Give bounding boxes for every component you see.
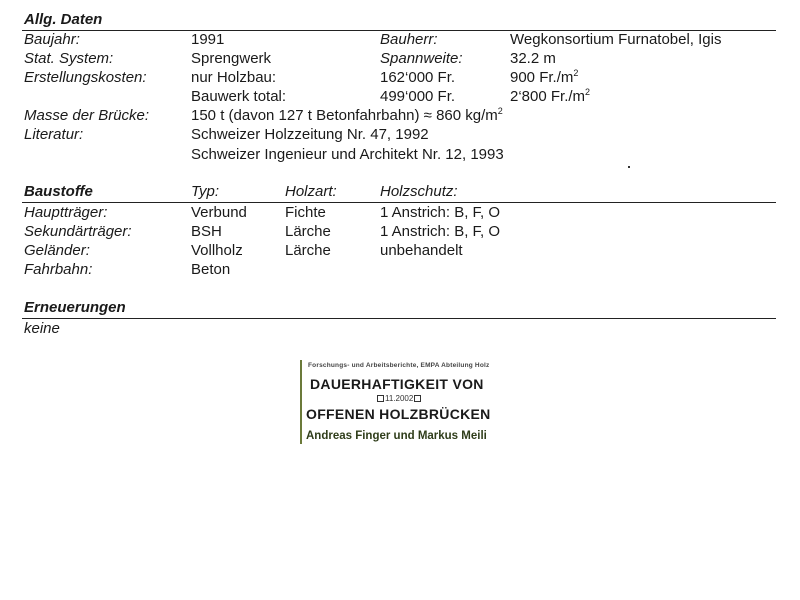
spannweite-label: Spannweite: (380, 50, 463, 67)
materials-row-typ: Verbund (191, 204, 247, 221)
kosten-total-total: 499‘000 Fr. (380, 88, 456, 105)
kosten-label: Erstellungskosten: (24, 69, 147, 86)
section-heading-general: Allg. Daten (24, 11, 103, 28)
kosten-holz-total: 162‘000 Fr. (380, 69, 456, 86)
baujahr-label: Baujahr: (24, 31, 80, 48)
system-value: Sprengwerk (191, 50, 272, 67)
renewals-value: keine (24, 320, 60, 337)
banner-title-line2: OFFENEN HOLZBRÜCKEN (306, 406, 491, 422)
literatur-label: Literatur: (24, 126, 84, 143)
stray-dot (628, 166, 630, 168)
materials-row-holzart: Fichte (285, 204, 326, 221)
materials-col-holzart: Holzart: (285, 183, 337, 200)
literatur-item-1: Schweizer Holzzeitung Nr. 47, 1992 (191, 126, 429, 143)
bauherr-value: Wegkonsortium Furnatobel, Igis (510, 31, 722, 48)
materials-col-typ: Typ: (191, 183, 220, 200)
baujahr-value: 1991 (191, 31, 225, 48)
materials-row-label: Geländer: (24, 242, 90, 259)
materials-row-label: Fahrbahn: (24, 261, 93, 278)
section-rule-renewals (22, 318, 776, 319)
materials-row-holzschutz: unbehandelt (380, 242, 463, 259)
masse-label: Masse der Brücke: (24, 107, 150, 124)
kosten-holz-label: nur Holzbau: (191, 69, 277, 86)
banner-authors: Andreas Finger und Markus Meili (306, 430, 487, 442)
spannweite-value: 32.2 m (510, 50, 556, 67)
materials-row-holzschutz: 1 Anstrich: B, F, O (380, 223, 501, 240)
banner-accent-bar (300, 360, 302, 444)
materials-row-holzart: Lärche (285, 223, 331, 240)
materials-row-typ: Vollholz (191, 242, 243, 259)
materials-row-label: Hauptträger: (24, 204, 108, 221)
kosten-total-rate: 2‘800 $Fr./m^2$ (510, 87, 591, 105)
masse-value: 150 t (davon 127 t Betonfahrbahn) ≈ 860 $kg/m^2$ (191, 106, 503, 124)
bauherr-label: Bauherr: (380, 31, 438, 48)
section-heading-renewals: Erneuerungen (24, 299, 126, 316)
literatur-item-2: Schweizer Ingenieur und Architekt Nr. 12, 1993 (191, 146, 504, 163)
materials-col-holzschutz: Holzschutz: (380, 183, 458, 200)
banner-date: 11.2002 (376, 394, 422, 403)
materials-row-holzart: Lärche (285, 242, 331, 259)
materials-row-holzschutz: 1 Anstrich: B, F, O (380, 204, 501, 221)
kosten-total-label: Bauwerk total: (191, 88, 287, 105)
banner-title-line1: DAUERHAFTIGKEIT VON (310, 376, 484, 392)
system-label: Stat. System: (24, 50, 114, 67)
section-heading-materials: Baustoffe (24, 183, 93, 200)
materials-row-typ: Beton (191, 261, 231, 278)
section-rule-materials (22, 202, 776, 203)
materials-row-typ: BSH (191, 223, 222, 240)
materials-row-label: Sekundärträger: (24, 223, 132, 240)
banner-series: Forschungs- und Arbeitsberichte, EMPA Abteilung Holz (308, 362, 490, 369)
report-banner (300, 360, 510, 446)
kosten-holz-rate: 900 $Fr./m^2$ (510, 68, 579, 86)
